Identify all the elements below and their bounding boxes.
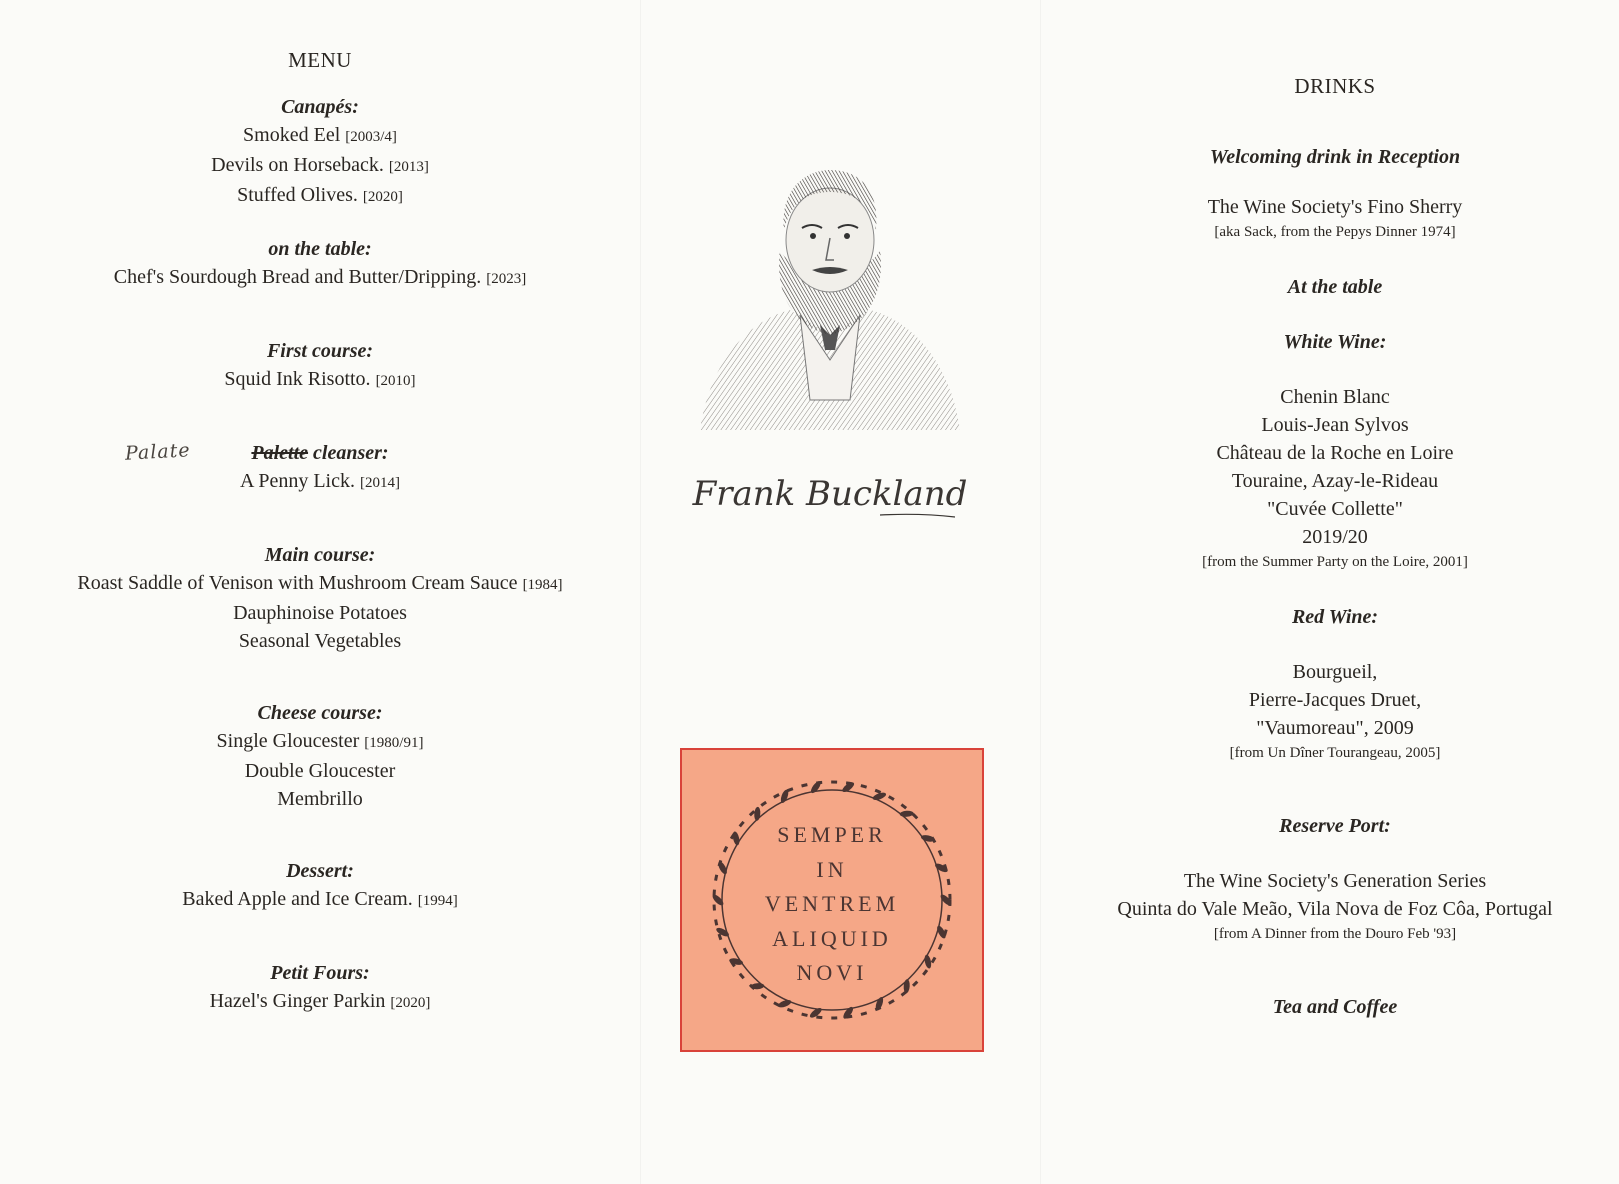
table-heading: At the table	[1287, 276, 1383, 298]
section-heading: Cheese course:	[257, 702, 383, 724]
section-heading: Canapés:	[281, 96, 359, 118]
menu-item: Smoked Eel [2003/4]	[243, 124, 397, 146]
wreath-leaf	[900, 810, 914, 817]
motto-line: VENTREM	[764, 891, 900, 916]
menu-item: Dauphinoise Potatoes	[233, 602, 407, 624]
menu-section-palate-cleanser	[30, 439, 610, 497]
motto-line: IN	[816, 856, 848, 882]
menu-item: Membrillo	[277, 788, 363, 810]
port-note: [from A Dinner from the Douro Feb '93]	[1213, 926, 1457, 942]
section-heading: on the table:	[268, 238, 372, 260]
white-wine-line: Chenin Blanc	[1280, 386, 1390, 408]
signature-text: Frank Buckland	[692, 474, 968, 514]
white-wine-note: [from the Summer Party on the Loire, 2001]	[1202, 554, 1468, 570]
drinks-title: DRINKS	[1294, 74, 1376, 98]
handwritten-correction: Palate	[124, 439, 192, 465]
menu-column	[30, 48, 610, 1041]
menu-item: Roast Saddle of Venison with Mushroom Cream Sauce [1984]	[77, 572, 563, 594]
motto-line: SEMPER	[777, 822, 887, 847]
portrait-engraving	[680, 160, 980, 440]
menu-item: Devils on Horseback. [2013]	[211, 154, 429, 176]
menu-title: MENU	[288, 48, 352, 72]
section-heading: Petit Fours:	[270, 962, 370, 984]
page-fold-right	[1040, 0, 1041, 1184]
section-heading: First course:	[266, 340, 374, 362]
menu-section-first-course	[30, 337, 610, 395]
menu-item: Chef's Sourdough Bread and Butter/Dripping. [2023]	[113, 266, 527, 288]
drinks-column	[1065, 74, 1605, 1021]
port-line: The Wine Society's Generation Series	[1183, 870, 1487, 892]
reception-note: [aka Sack, from the Pepys Dinner 1974]	[1214, 224, 1456, 240]
menu-item: Baked Apple and Ice Cream. [1994]	[182, 888, 458, 910]
menu-item: Stuffed Olives. [2020]	[237, 184, 403, 206]
white-wine-heading: White Wine:	[1283, 331, 1387, 353]
motto-text	[682, 818, 982, 991]
section-heading: Dessert:	[286, 860, 354, 882]
red-wine-line: Pierre-Jacques Druet,	[1248, 689, 1422, 711]
motto-plate	[680, 748, 984, 1052]
menu-section-dessert	[30, 857, 610, 915]
menu-item: Squid Ink Risotto. [2010]	[224, 368, 416, 390]
menu-item: A Penny Lick. [2014]	[240, 470, 400, 492]
menu-section-petit-fours	[30, 959, 610, 1017]
red-wine-line: Bourgueil,	[1292, 661, 1378, 683]
reception-heading: Welcoming drink in Reception	[1209, 146, 1461, 168]
menu-item: Hazel's Ginger Parkin [2020]	[209, 990, 431, 1012]
motto-line: ALIQUID	[772, 925, 892, 951]
menu-section-main-course	[30, 541, 610, 655]
red-wine-heading: Red Wine:	[1291, 606, 1379, 628]
menu-section-on-table	[30, 235, 610, 293]
port-heading: Reserve Port:	[1279, 815, 1391, 837]
white-wine-line: Louis-Jean Sylvos	[1261, 414, 1409, 436]
motto-line: NOVI	[796, 960, 868, 985]
tea-coffee-heading: Tea and Coffee	[1272, 996, 1398, 1018]
menu-item: Seasonal Vegetables	[238, 630, 402, 652]
menu-section-cheese-course	[30, 699, 610, 813]
white-wine-line: Touraine, Azay-le-Rideau	[1231, 470, 1439, 492]
red-wine-note: [from Un Dîner Tourangeau, 2005]	[1229, 745, 1441, 761]
white-wine-line: Château de la Roche en Loire	[1216, 442, 1454, 464]
menu-item: Single Gloucester [1980/91]	[216, 730, 424, 752]
white-wine-line: 2019/20	[1302, 526, 1368, 548]
port-line: Quinta do Vale Meão, Vila Nova de Foz Côa, Portugal	[1117, 898, 1553, 920]
section-heading: Palette cleanser:	[251, 442, 389, 464]
page-fold-left	[640, 0, 641, 1184]
red-wine-line: "Vaumoreau", 2009	[1256, 717, 1414, 739]
white-wine-line: "Cuvée Collette"	[1267, 498, 1403, 520]
reception-wine: The Wine Society's Fino Sherry	[1207, 196, 1463, 218]
menu-section-canapes	[30, 93, 610, 211]
center-panel	[670, 160, 1010, 1160]
section-heading: Main course:	[264, 544, 376, 566]
menu-item: Double Gloucester	[244, 760, 396, 782]
signature-image	[680, 465, 980, 525]
